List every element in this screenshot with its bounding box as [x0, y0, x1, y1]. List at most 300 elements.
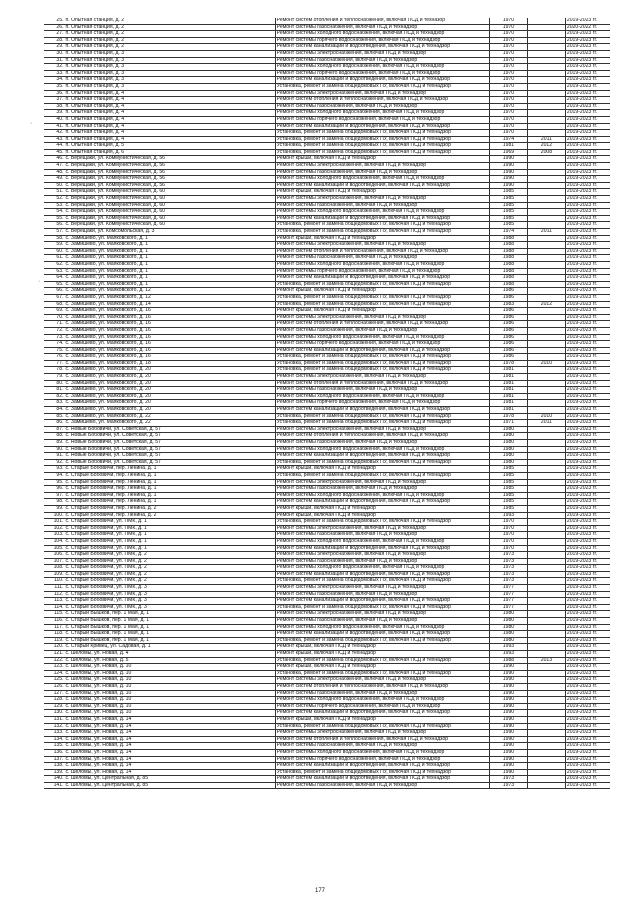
work-type-cell: Ремонт крыши, включая ПСД и технадзор — [275, 189, 489, 196]
row-number: 117. — [44, 624, 65, 631]
period-cell: 2019-2023 гг. — [565, 347, 610, 354]
work-type-cell: Ремонт систем отопления и теплоснабжения, включая ПСД и техназор — [275, 18, 489, 24]
period-cell: 2019-2023 гг. — [565, 268, 610, 275]
page-number: 177 — [314, 888, 325, 894]
last-repair-cell — [527, 598, 565, 605]
table-row — [44, 426, 610, 433]
row-number: 50. — [44, 182, 65, 189]
year-built-cell: 1980 — [490, 631, 528, 638]
work-type-cell: Ремонт систем отопления и теплоснабжения, включая ПСД и технадзор — [275, 248, 489, 255]
last-repair-cell — [527, 374, 565, 381]
last-repair-cell — [527, 50, 565, 57]
year-built-cell: 1990 — [490, 670, 528, 677]
last-repair-cell — [527, 189, 565, 196]
work-type-cell: Ремонт систем канализации и водоотведения, включая ПСД и технадзор — [275, 776, 489, 783]
table-row — [44, 413, 610, 420]
table-row — [44, 334, 610, 341]
table-row — [44, 44, 610, 51]
last-repair-cell — [527, 532, 565, 539]
last-repair-cell — [527, 591, 565, 598]
address-cell: с. Старый Вышков, пер. 1 Мая, д. 1 — [65, 618, 276, 625]
address-cell: п. Опытная станция, д. 2 — [65, 24, 276, 31]
last-repair-cell: 2011 — [527, 420, 565, 427]
last-repair-cell — [527, 90, 565, 97]
table-row — [44, 618, 610, 625]
row-number: 110. — [44, 578, 65, 585]
work-type-cell: Ремонт крыши, включая ПСД и технадзор — [275, 644, 489, 651]
work-type-cell: Ремонт системы холодного водоснабжения, включая ПСД и технадзор — [275, 209, 489, 216]
work-type-cell: Ремонт системы газоснабжения, включая ПСД и технадзор — [275, 387, 489, 394]
period-cell: 2019-2023 гг. — [565, 393, 610, 400]
period-cell: 2019-2023 гг. — [565, 281, 610, 288]
row-number: 29. — [44, 44, 65, 51]
work-type-cell: Ремонт систем канализации и водоотведения, включая ПСД и технадзор — [275, 598, 489, 605]
work-type-cell: Ремонт системы холодного водоснабжения, включая ПСД и технадзор — [275, 176, 489, 183]
year-built-cell: 1980 — [490, 440, 528, 447]
last-repair-cell — [527, 400, 565, 407]
work-type-cell: Установка, ремонт и замена общедомовых ПУ, включая ПСД и технадзор — [275, 149, 489, 156]
work-type-cell: Ремонт системы газоснабжения, включая ПСД и технадзор — [275, 103, 489, 110]
work-type-cell: Ремонт системы газоснабжения, включая ПСД и технадзор — [275, 169, 489, 176]
period-cell: 2019-2023 гг. — [565, 182, 610, 189]
address-cell: с. Шеломы, ул. Новая, д. 10 — [65, 677, 276, 684]
year-built-cell: 1988 — [490, 275, 528, 282]
year-built-cell: 1980 — [490, 459, 528, 466]
address-cell: с. Старые Бобовичи, ул. ПМК, д. 3 — [65, 585, 276, 592]
address-cell: с. Замишево, ул. Маяковского, д. 16 — [65, 347, 276, 354]
last-repair-cell — [527, 525, 565, 532]
year-built-cell: 1970 — [490, 50, 528, 57]
period-cell: 2019-2023 гг. — [565, 222, 610, 229]
row-number: 137. — [44, 756, 65, 763]
table-row — [44, 360, 610, 367]
work-type-cell: Ремонт систем канализации и водоотведения, включая ПСД и технадзор — [275, 182, 489, 189]
last-repair-cell — [527, 585, 565, 592]
year-built-cell: 1978 — [490, 360, 528, 367]
period-cell: 2019-2023 гг. — [565, 631, 610, 638]
table-row — [44, 716, 610, 723]
period-cell: 2019-2023 гг. — [565, 37, 610, 44]
last-repair-cell — [527, 242, 565, 249]
row-number: 128. — [44, 697, 65, 704]
table-row — [44, 196, 610, 203]
work-type-cell: Ремонт системы электроснабжения, включая ПСД и технадзор — [275, 196, 489, 203]
period-cell: 2019-2023 гг. — [565, 525, 610, 532]
year-built-cell: 1990 — [490, 763, 528, 770]
work-type-cell: Ремонт системы холодного водоснабжения, включая ПСД и технадзор — [275, 31, 489, 38]
work-type-cell: Установка, ремонт и замена общедомовых ПУ, включая ПСД и технадзор — [275, 354, 489, 361]
period-cell: 2019-2023 гг. — [565, 479, 610, 486]
work-type-cell: Ремонт систем канализации и водоотведения, включая ПСД и технадзор — [275, 545, 489, 552]
address-cell: с. Верещаки, ул. Коммунистическая, д. 60 — [65, 189, 276, 196]
row-number: 134. — [44, 736, 65, 743]
year-built-cell: 1981 — [490, 393, 528, 400]
year-built-cell: 1971 — [490, 420, 528, 427]
period-cell: 2019-2023 гг. — [565, 196, 610, 203]
year-built-cell: 1973 — [490, 558, 528, 565]
table-row — [44, 110, 610, 117]
address-cell: с. Старые Бобовичи, пер. Ленина, д. 1 — [65, 466, 276, 473]
period-cell: 2019-2023 гг. — [565, 446, 610, 453]
period-cell: 2019-2023 гг. — [565, 565, 610, 572]
row-number: 83. — [44, 400, 65, 407]
table-row — [44, 723, 610, 730]
table-row — [44, 578, 610, 585]
work-type-cell: Ремонт систем отопления и теплоснабжения, включая ПСД и технадзор — [275, 683, 489, 690]
table-row — [44, 268, 610, 275]
year-built-cell: 1988 — [490, 261, 528, 268]
last-repair-cell — [527, 664, 565, 671]
last-repair-cell — [527, 77, 565, 84]
year-built-cell: 1990 — [490, 736, 528, 743]
address-cell: п. Опытная станция, д. 4 — [65, 123, 276, 130]
period-cell: 2019-2023 гг. — [565, 578, 610, 585]
row-number: 70. — [44, 314, 65, 321]
row-number: 28. — [44, 37, 65, 44]
year-built-cell: 1985 — [490, 505, 528, 512]
address-cell: с. Новые Бобовичи, ул. Советская, д. 57 — [65, 446, 276, 453]
period-cell: 2019-2023 гг. — [565, 749, 610, 756]
address-cell: с. Замишево, ул. Маяковского, д. 1 — [65, 268, 276, 275]
table-row — [44, 683, 610, 690]
work-type-cell: Ремонт системы горячего водоснабжения, включая ПСД и технадзор — [275, 341, 489, 348]
table-row — [44, 387, 610, 394]
period-cell: 2019-2023 гг. — [565, 611, 610, 618]
table-row — [44, 37, 610, 44]
address-cell: п. Опытная станция, д. 4 — [65, 97, 276, 104]
address-cell: с. Замишево, ул. Маяковского, д. 1 — [65, 242, 276, 249]
year-built-cell: 1985 — [490, 215, 528, 222]
work-type-cell: Ремонт систем отопления и теплоснабжения, включая ПСД и технадзор — [275, 380, 489, 387]
last-repair-cell — [527, 782, 565, 789]
table-row — [44, 525, 610, 532]
table-row — [44, 57, 610, 64]
year-built-cell: 1993 — [490, 512, 528, 519]
row-number: 43. — [44, 136, 65, 143]
period-cell: 2019-2023 гг. — [565, 644, 610, 651]
address-cell: с. Шеломы, ул. Новая, д. 10 — [65, 703, 276, 710]
period-cell: 2019-2023 гг. — [565, 710, 610, 717]
address-cell: с. Новые Бобовичи, ул. Советская, д. 57 — [65, 453, 276, 460]
row-number: 46. — [44, 156, 65, 163]
year-built-cell: 1970 — [490, 97, 528, 104]
period-cell: 2019-2023 гг. — [565, 380, 610, 387]
year-built-cell: 1986 — [490, 314, 528, 321]
work-type-cell: Ремонт системы газоснабжения, включая ПСД и технадзор — [275, 255, 489, 262]
last-repair-cell — [527, 288, 565, 295]
table-row — [44, 136, 610, 143]
work-type-cell: Ремонт системы горячего водоснабжения, включая ПСД и технадзор — [275, 703, 489, 710]
last-repair-cell — [527, 156, 565, 163]
row-number: 114. — [44, 604, 65, 611]
year-built-cell: 1993 — [490, 644, 528, 651]
row-number: 64. — [44, 275, 65, 282]
last-repair-cell — [527, 716, 565, 723]
work-type-cell: Установка, ремонт и замена общедомовых ПУ, включая ПСД и технадзор — [275, 130, 489, 137]
address-cell: с. Верещаки, ул. Коммунистическая, д. 56 — [65, 176, 276, 183]
row-number: 81. — [44, 387, 65, 394]
row-number: 125. — [44, 677, 65, 684]
address-cell: с. Замишево, ул. Маяковского, д. 16 — [65, 341, 276, 348]
address-cell: с. Шеломы, ул. Новая, д. 14 — [65, 723, 276, 730]
row-number: 123. — [44, 664, 65, 671]
address-cell: п. Опытная станция, д. 4 — [65, 130, 276, 137]
row-number: 119. — [44, 637, 65, 644]
address-cell: с. Верещаки, ул. Коммунистическая, д. 60 — [65, 209, 276, 216]
last-repair-cell: 2008 — [527, 149, 565, 156]
year-built-cell: 1990 — [490, 169, 528, 176]
table-row — [44, 229, 610, 236]
address-cell: с. Новые Бобовичи, ул. Советская, д. 57 — [65, 440, 276, 447]
table-row — [44, 492, 610, 499]
row-number: 111. — [44, 585, 65, 592]
year-built-cell: 1985 — [490, 196, 528, 203]
last-repair-cell: 2012 — [527, 301, 565, 308]
last-repair-cell — [527, 703, 565, 710]
address-cell: п. Опытная станция, д. 2 — [65, 37, 276, 44]
table-row — [44, 281, 610, 288]
period-cell: 2019-2023 гг. — [565, 301, 610, 308]
work-type-cell: Ремонт системы горячего водоснабжения, включая ПСД и технадзор — [275, 400, 489, 407]
last-repair-cell — [527, 479, 565, 486]
last-repair-cell — [527, 578, 565, 585]
period-cell: 2019-2023 гг. — [565, 420, 610, 427]
row-number: 139. — [44, 769, 65, 776]
last-repair-cell: 2011 — [527, 229, 565, 236]
year-built-cell: 1990 — [490, 703, 528, 710]
table-row — [44, 538, 610, 545]
year-built-cell: 1973 — [490, 565, 528, 572]
table-row — [44, 433, 610, 440]
row-number: 79. — [44, 374, 65, 381]
period-cell: 2019-2023 гг. — [565, 255, 610, 262]
row-number: 96. — [44, 486, 65, 493]
work-type-cell: Ремонт систем канализации и водоотведения, включая ПСД и технадзор — [275, 407, 489, 414]
address-cell: с. Верещаки, ул. Комсомольская, д. 3 — [65, 229, 276, 236]
table-row — [44, 202, 610, 209]
period-cell: 2019-2023 гг. — [565, 697, 610, 704]
year-built-cell: 1985 — [490, 189, 528, 196]
table-row — [44, 749, 610, 756]
work-type-cell: Ремонт систем отопления и теплоснабжения, включая ПСД и технадзор — [275, 321, 489, 328]
period-cell: 2019-2023 гг. — [565, 374, 610, 381]
work-type-cell: Установка, ремонт и замена общедомовых ПУ, включая ПСД и технадзор — [275, 459, 489, 466]
year-built-cell: 1990 — [490, 163, 528, 170]
period-cell: 2019-2023 гг. — [565, 532, 610, 539]
address-cell: с. Шеломы, ул. Новая, д. 10 — [65, 697, 276, 704]
work-type-cell: Ремонт системы холодного водоснабжения, включая ПСД и технадзор — [275, 446, 489, 453]
last-repair-cell — [527, 644, 565, 651]
period-cell: 2019-2023 гг. — [565, 18, 610, 24]
year-built-cell: 1974 — [490, 229, 528, 236]
work-type-cell: Установка, ремонт и замена общедомовых ПУ, включая ПСД и технадзор — [275, 604, 489, 611]
row-number: 60. — [44, 248, 65, 255]
address-cell: п. Опытная станция, д. 4 — [65, 90, 276, 97]
address-cell: с. Замишево, ул. Маяковского, д. 12 — [65, 288, 276, 295]
period-cell: 2019-2023 гг. — [565, 400, 610, 407]
period-cell: 2019-2023 гг. — [565, 229, 610, 236]
address-cell: п. Опытная станция, д. 3 — [65, 77, 276, 84]
work-type-cell: Ремонт системы электроснабжения, включая ПСД и технадзор — [275, 163, 489, 170]
work-type-cell: Установка, ремонт и замена общедомовых ПУ, включая ПСД и технадзор — [275, 657, 489, 664]
row-number: 115. — [44, 611, 65, 618]
last-repair-cell — [527, 407, 565, 414]
period-cell: 2019-2023 гг. — [565, 690, 610, 697]
address-cell: с. Замишево, ул. Маяковского, д. 16 — [65, 334, 276, 341]
year-built-cell: 1973 — [490, 782, 528, 789]
address-cell: п. Опытная станция, д. 3 — [65, 83, 276, 90]
row-number: 124. — [44, 670, 65, 677]
table-row — [44, 393, 610, 400]
period-cell: 2019-2023 гг. — [565, 499, 610, 506]
table-row — [44, 505, 610, 512]
last-repair-cell — [527, 440, 565, 447]
table-row — [44, 64, 610, 71]
year-built-cell: 1988 — [490, 281, 528, 288]
year-built-cell: 1973 — [490, 552, 528, 559]
scan-dot: · — [30, 120, 33, 127]
address-cell: с. Замишево, ул. Маяковского, д. 1 — [65, 275, 276, 282]
period-cell: 2019-2023 гг. — [565, 703, 610, 710]
table-row — [44, 189, 610, 196]
work-type-cell: Ремонт крыши, включая ПСД и технадзор — [275, 308, 489, 315]
work-type-cell: Ремонт системы газоснабжения, включая ПСД и технадзор — [275, 57, 489, 64]
address-cell: с. Верещаки, ул. Коммунистическая, д. 60 — [65, 222, 276, 229]
period-cell: 2019-2023 гг. — [565, 367, 610, 374]
work-type-cell: Ремонт системы газоснабжения, включая ПСД и технадзор — [275, 24, 489, 31]
address-cell: с. Замишево, ул. Маяковского, д. 1 — [65, 255, 276, 262]
year-built-cell: 1981 — [490, 380, 528, 387]
work-type-cell: Ремонт системы электроснабжения, включая ПСД и технадзор — [275, 90, 489, 97]
period-cell: 2019-2023 гг. — [565, 736, 610, 743]
year-built-cell: 1985 — [490, 492, 528, 499]
last-repair-cell — [527, 393, 565, 400]
work-type-cell: Установка, ремонт и замена общедомовых ПУ, включая ПСД и технадзор — [275, 519, 489, 526]
last-repair-cell — [527, 163, 565, 170]
table-row — [44, 314, 610, 321]
year-built-cell: 1981 — [490, 407, 528, 414]
year-built-cell: 1970 — [490, 70, 528, 77]
year-built-cell: 1977 — [490, 591, 528, 598]
row-number: 99. — [44, 505, 65, 512]
work-type-cell: Ремонт системы электроснабжения, включая ПСД и технадзор — [275, 479, 489, 486]
row-number: 26. — [44, 24, 65, 31]
period-cell: 2019-2023 гг. — [565, 176, 610, 183]
table-row — [44, 604, 610, 611]
period-cell: 2019-2023 гг. — [565, 743, 610, 750]
table-row — [44, 97, 610, 104]
address-cell: с. Замишево, ул. Маяковского, д. 12 — [65, 294, 276, 301]
last-repair-cell — [527, 512, 565, 519]
row-number: 35. — [44, 83, 65, 90]
table-row — [44, 736, 610, 743]
period-cell: 2019-2023 гг. — [565, 123, 610, 130]
address-cell: с. Верещаки, ул. Коммунистическая, д. 56 — [65, 182, 276, 189]
table-row — [44, 545, 610, 552]
table-row — [44, 182, 610, 189]
period-cell: 2019-2023 гг. — [565, 769, 610, 776]
row-number: 108. — [44, 565, 65, 572]
table-row — [44, 235, 610, 242]
last-repair-cell — [527, 505, 565, 512]
address-cell: с. Шеломы, ул. Новая, д. 14 — [65, 763, 276, 770]
work-type-cell: Ремонт системы газоснабжения, включая ПСД и технадзор — [275, 591, 489, 598]
row-number: 49. — [44, 176, 65, 183]
last-repair-cell — [527, 31, 565, 38]
table-row — [44, 143, 610, 150]
period-cell: 2019-2023 гг. — [565, 624, 610, 631]
year-built-cell: 1969 — [490, 149, 528, 156]
work-type-cell: Ремонт крыши, включая ПСД и технадзор — [275, 512, 489, 519]
period-cell: 2019-2023 гг. — [565, 763, 610, 770]
period-cell: 2019-2023 гг. — [565, 453, 610, 460]
address-cell: с. Старые Бобовичи, пер. Ленина, д. 2 — [65, 505, 276, 512]
address-cell: с. Старые Бобовичи, пер. Ленина, д. 2 — [65, 512, 276, 519]
period-cell: 2019-2023 гг. — [565, 156, 610, 163]
row-number: 41. — [44, 123, 65, 130]
year-built-cell: 1990 — [490, 182, 528, 189]
last-repair-cell — [527, 756, 565, 763]
row-number: 103. — [44, 532, 65, 539]
period-cell: 2019-2023 гг. — [565, 782, 610, 789]
period-cell: 2019-2023 гг. — [565, 466, 610, 473]
address-cell: с. Старые Бобовичи, пер. Ленина, д. 1 — [65, 479, 276, 486]
last-repair-cell — [527, 651, 565, 658]
table-row — [44, 466, 610, 473]
row-number: 113. — [44, 598, 65, 605]
address-cell: с. Верещаки, ул. Коммунистическая, д. 56 — [65, 156, 276, 163]
address-cell: с. Старый Кривец, ул. Садовая, д. 1 — [65, 644, 276, 651]
year-built-cell: 1986 — [490, 321, 528, 328]
work-type-cell: Ремонт систем канализации и водоотведения, включая ПСД и технадзор — [275, 499, 489, 506]
period-cell: 2019-2023 гг. — [565, 110, 610, 117]
table-row — [44, 209, 610, 216]
table-row — [44, 558, 610, 565]
period-cell: 2019-2023 гг. — [565, 341, 610, 348]
address-cell: с. Шеломы, ул. Новая, д. 10 — [65, 664, 276, 671]
address-cell: п. Опытная станция, д. 2 — [65, 44, 276, 51]
row-number: 101. — [44, 519, 65, 526]
table-row — [44, 769, 610, 776]
year-built-cell: 1980 — [490, 453, 528, 460]
work-type-cell: Ремонт системы газоснабжения, включая ПСД и технадзор — [275, 618, 489, 625]
year-built-cell: 1990 — [490, 156, 528, 163]
year-built-cell: 1990 — [490, 710, 528, 717]
last-repair-cell — [527, 70, 565, 77]
year-built-cell: 1990 — [490, 677, 528, 684]
address-cell: п. Опытная станция, д. 4 — [65, 103, 276, 110]
last-repair-cell — [527, 110, 565, 117]
year-built-cell: 1990 — [490, 723, 528, 730]
period-cell: 2019-2023 гг. — [565, 459, 610, 466]
table-row — [44, 440, 610, 447]
period-cell: 2019-2023 гг. — [565, 598, 610, 605]
year-built-cell: 1985 — [490, 202, 528, 209]
year-built-cell: 1985 — [490, 466, 528, 473]
table-row — [44, 156, 610, 163]
period-cell: 2019-2023 гг. — [565, 31, 610, 38]
address-cell: с. Замишево, ул. Маяковского, д. 20 — [65, 400, 276, 407]
work-type-cell: Ремонт крыши, включая ПСД и технадзор — [275, 235, 489, 242]
work-type-cell: Установка, ремонт и замена общедомовых ПУ, включая ПСД и технадзор — [275, 769, 489, 776]
work-type-cell: Ремонт систем канализации и водоотведения, включая ПСД и технадзор — [275, 215, 489, 222]
last-repair-cell — [527, 341, 565, 348]
address-cell: с. Шеломы, ул. Новая, д. 14 — [65, 756, 276, 763]
row-number: 52. — [44, 196, 65, 203]
period-cell: 2019-2023 гг. — [565, 426, 610, 433]
row-number: 27. — [44, 31, 65, 38]
period-cell: 2019-2023 гг. — [565, 116, 610, 123]
